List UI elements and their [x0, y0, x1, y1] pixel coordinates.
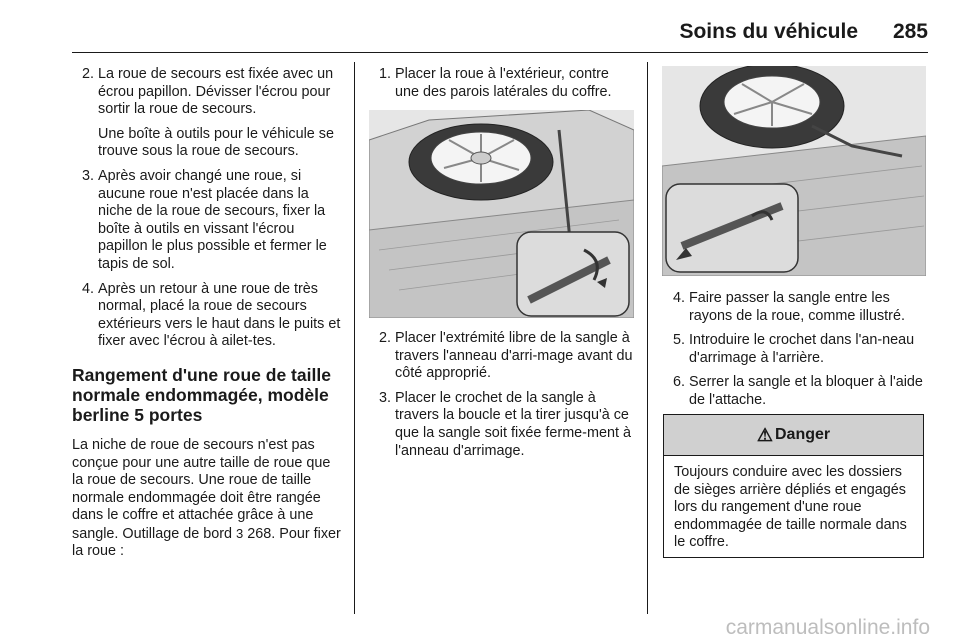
danger-title: Danger: [775, 426, 831, 443]
step-text: Après avoir changé une roue, si aucune roue n'est placée dans la niche de la roue de secours, fixer la boîte à outils en vissant l'écrou papillon le plus possible et fermer le tapis de sol.: [98, 167, 327, 272]
step-text: La roue de secours est fixée avec un écrou papillon. Dévisser l'écrou pour sortir la roue de secours.: [98, 66, 334, 118]
step-number: 2.: [379, 330, 392, 346]
step-number: 3.: [82, 167, 95, 184]
header-rule: [72, 52, 928, 53]
step-number: 5.: [673, 332, 686, 349]
left-column: [72, 66, 342, 561]
middle-column-bottom: [369, 330, 635, 467]
step-number: 4.: [673, 290, 686, 306]
step-number: 3.: [379, 389, 392, 406]
cross-reference-text[interactable]: 268. Pour fixer la roue :: [72, 525, 341, 560]
illustration-strap-through-wheel: [662, 66, 926, 276]
warning-triangle-icon: ⚠: [756, 424, 773, 445]
step-item: [369, 390, 635, 460]
step-item: [663, 374, 927, 409]
step-item: [72, 66, 342, 161]
danger-header: [664, 415, 923, 456]
step-item: [369, 66, 635, 101]
step-text: Serrer la sangle et la bloquer à l'aide de l'attache.: [689, 374, 923, 408]
step-number: 4.: [82, 280, 95, 297]
middle-column-top: [369, 66, 635, 108]
step-item: [663, 290, 927, 325]
step-number: 2.: [82, 66, 95, 82]
step-item: [369, 330, 635, 383]
page-header-title: Soins du véhicule: [679, 20, 858, 43]
step-text: Placer l'extrémité libre de la sangle à travers l'anneau d'arri-mage avant du côté approprié.: [395, 330, 633, 382]
step-text: Introduire le crochet dans l'an-neau d'arrimage à l'arrière.: [689, 332, 915, 366]
right-column: [663, 290, 927, 417]
watermark: carmanualsonline.info: [725, 616, 930, 639]
step-text: Placer le crochet de la sangle à travers la boucle et la tirer jusqu'à ce que la sangle soit fixée ferme-ment à l'anneau d'arrimage.: [395, 389, 631, 459]
page-number: 285: [892, 20, 928, 43]
paragraph-text: La niche de roue de secours n'est pas conçue pour une autre taille de roue que la roue de secours. Une roue de taille normale endommagée doit être rangée dans le coffre et attachée grâce à une sangle. Outillage de bord: [72, 436, 331, 542]
step-number: 6.: [673, 374, 686, 391]
step-text: Après un retour à une roue de très normal, placé la roue de secours extérieurs vers le haut dans le puits et fixer avec l'écrou à ailet-tes.: [98, 280, 341, 350]
trunk-wheel-drawing: [369, 110, 634, 318]
strap-wheel-drawing: [662, 66, 926, 276]
danger-text: Toujours conduire avec les dossiers de sièges arrière dépliés et engagés lors du rangement d'une roue endommagée de taille normale dans le coffre.: [674, 464, 907, 551]
step-item: [663, 332, 927, 367]
cross-reference-icon[interactable]: 3: [236, 525, 244, 541]
column-divider-left: [354, 62, 355, 614]
step-text: Faire passer la sangle entre les rayons de la roue, comme illustré.: [689, 290, 905, 324]
illustration-wheel-in-trunk: [369, 110, 634, 318]
step-number: 1.: [379, 66, 392, 82]
step-item: [72, 281, 342, 351]
section-paragraph: [72, 437, 342, 561]
step-item: [72, 168, 342, 274]
section-heading: Rangement d'une roue de taille normale endommagée, modèle berline 5 portes: [72, 364, 331, 425]
danger-box: [663, 414, 924, 558]
step-note: Une boîte à outils pour le véhicule se trouve sous la roue de secours.: [98, 125, 334, 160]
column-divider-right: [647, 62, 648, 614]
step-text: Placer la roue à l'extérieur, contre une des parois latérales du coffre.: [395, 66, 612, 100]
